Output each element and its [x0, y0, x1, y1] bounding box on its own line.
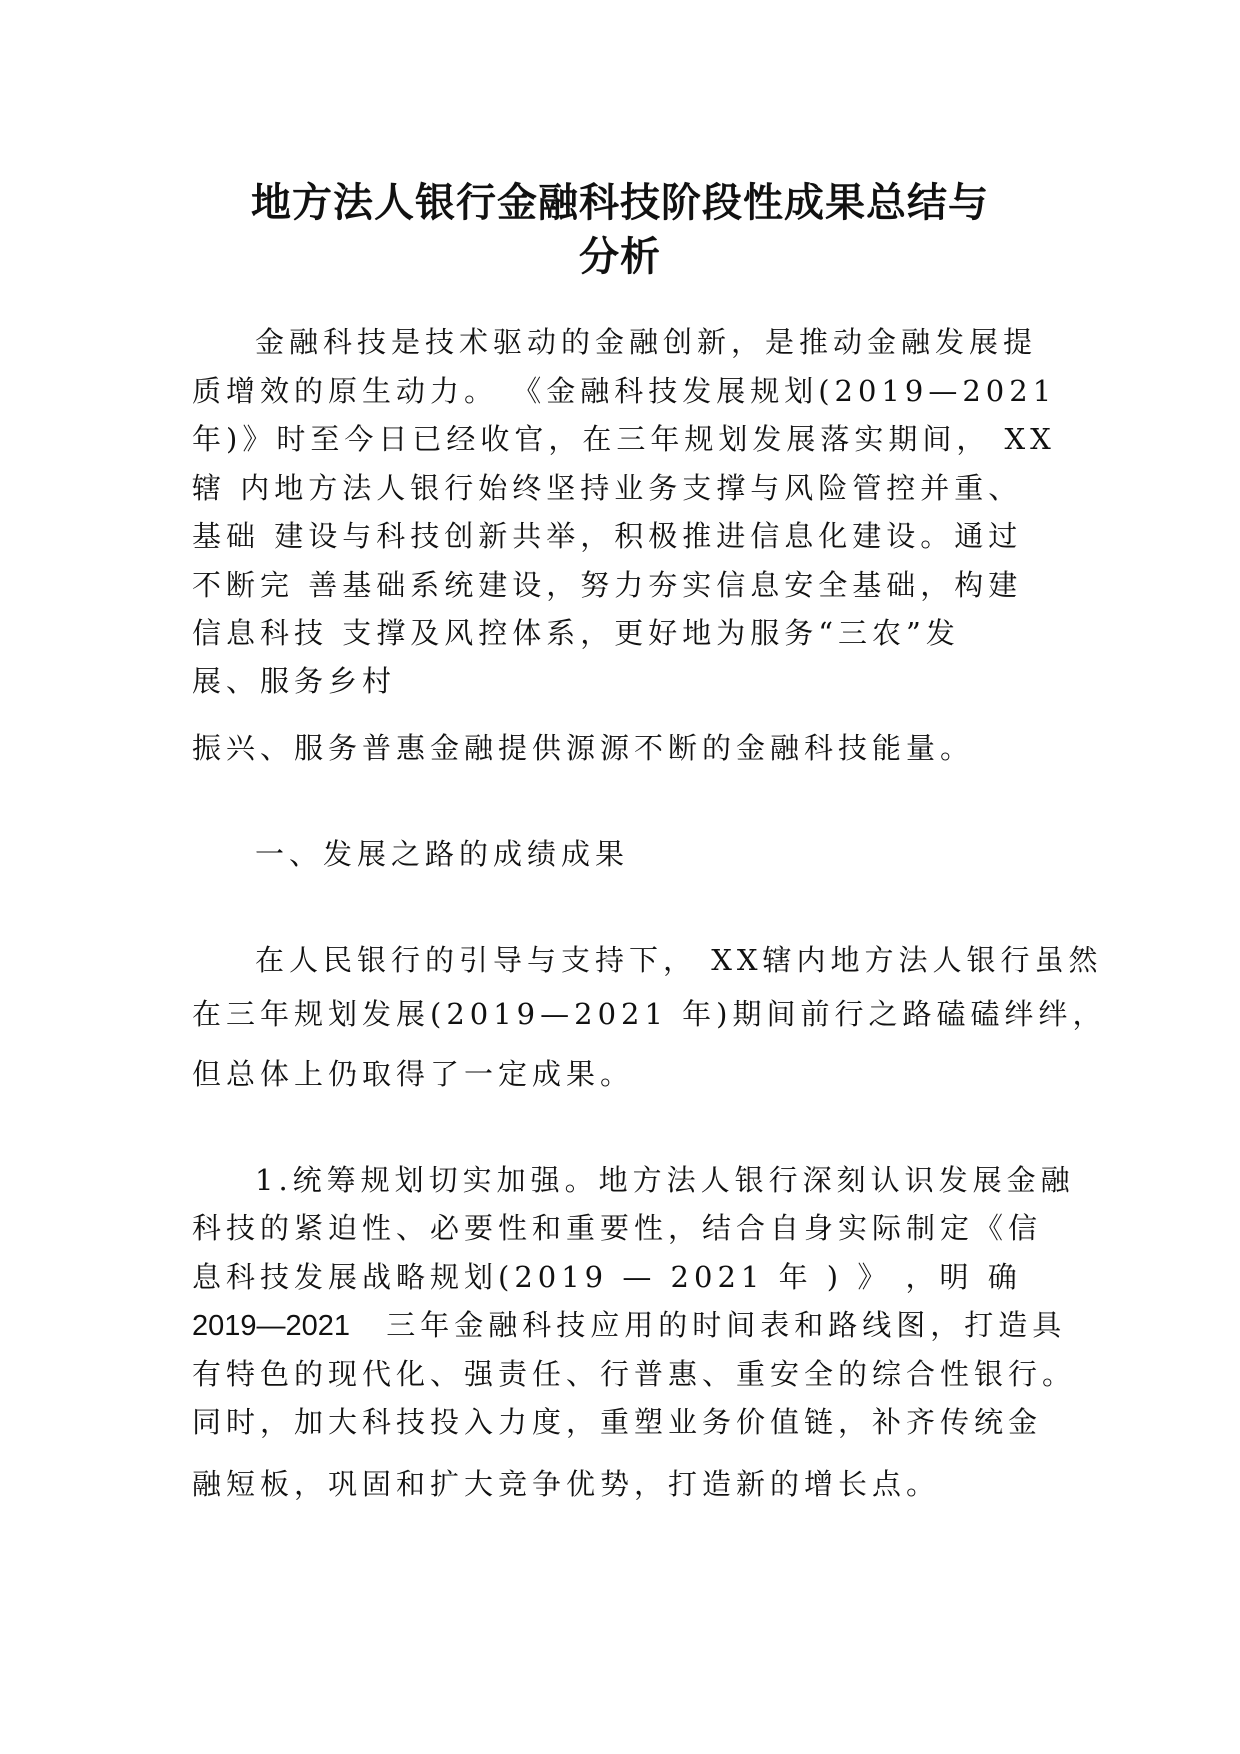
intro-line-6: 不断完 善基础系统建设，努力夯实信息安全基础，构建	[192, 568, 1023, 602]
item-1-line-4	[192, 1307, 1066, 1344]
document-title-line-1: 地方法人银行金融科技阶段性成果总结与	[251, 180, 989, 226]
item-1-line-1: 1.统筹规划切实加强。地方法人银行深刻认识发展金融	[255, 1163, 1075, 1197]
intro-line-5: 基础 建设与科技创新共举，积极推进信息化建设。通过	[192, 519, 1023, 553]
item-1-line-3: 息科技发展战略规划(2019 — 2021 年 ) 》 ，明 确	[192, 1260, 1022, 1294]
item-1-line-6: 同时，加大科技投入力度，重塑业务价值链，补齐传统金	[192, 1405, 1043, 1439]
section-1-para-line-2: 在三年规划发展(2019—2021 年)期间前行之路磕磕绊绊，	[192, 997, 1107, 1031]
intro-line-3: 年)》时至今日已经收官，在三年规划发展落实期间， XX	[192, 422, 1056, 456]
section-1-heading: 一、发展之路的成绩成果	[255, 837, 630, 871]
section-1-para-line-3: 但总体上仍取得了一定成果。	[192, 1057, 635, 1091]
intro-line-2: 质增效的原生动力。 《金融科技发展规划(2019—2021	[192, 374, 1057, 408]
item-1-line-4-text: 三年金融科技应用的时间表和路线图，打造具	[386, 1308, 1067, 1342]
section-1-para-line-1: 在人民银行的引导与支持下， XX辖内地方法人银行虽然	[255, 943, 1103, 977]
intro-line-1: 金融科技是技术驱动的金融创新，是推动金融发展提	[255, 325, 1038, 359]
intro-line-8: 展、服务乡村	[192, 664, 397, 698]
item-1-year-span: 2019—2021	[192, 1310, 351, 1342]
intro-line-9: 振兴、服务普惠金融提供源源不断的金融科技能量。	[192, 731, 975, 765]
item-1-line-5: 有特色的现代化、强责任、行普惠、重安全的综合性银行。	[192, 1357, 1077, 1391]
item-1-line-2: 科技的紧迫性、必要性和重要性，结合自身实际制定《信	[192, 1211, 1043, 1245]
intro-line-4: 辖 内地方法人银行始终坚持业务支撑与风险管控并重、	[192, 471, 1023, 505]
intro-line-7: 信息科技 支撑及风控体系，更好地为服务“三农”发	[192, 616, 960, 650]
document-title-line-2: 分析	[579, 234, 661, 280]
item-1-line-7: 融短板，巩固和扩大竞争优势，打造新的增长点。	[192, 1467, 941, 1501]
